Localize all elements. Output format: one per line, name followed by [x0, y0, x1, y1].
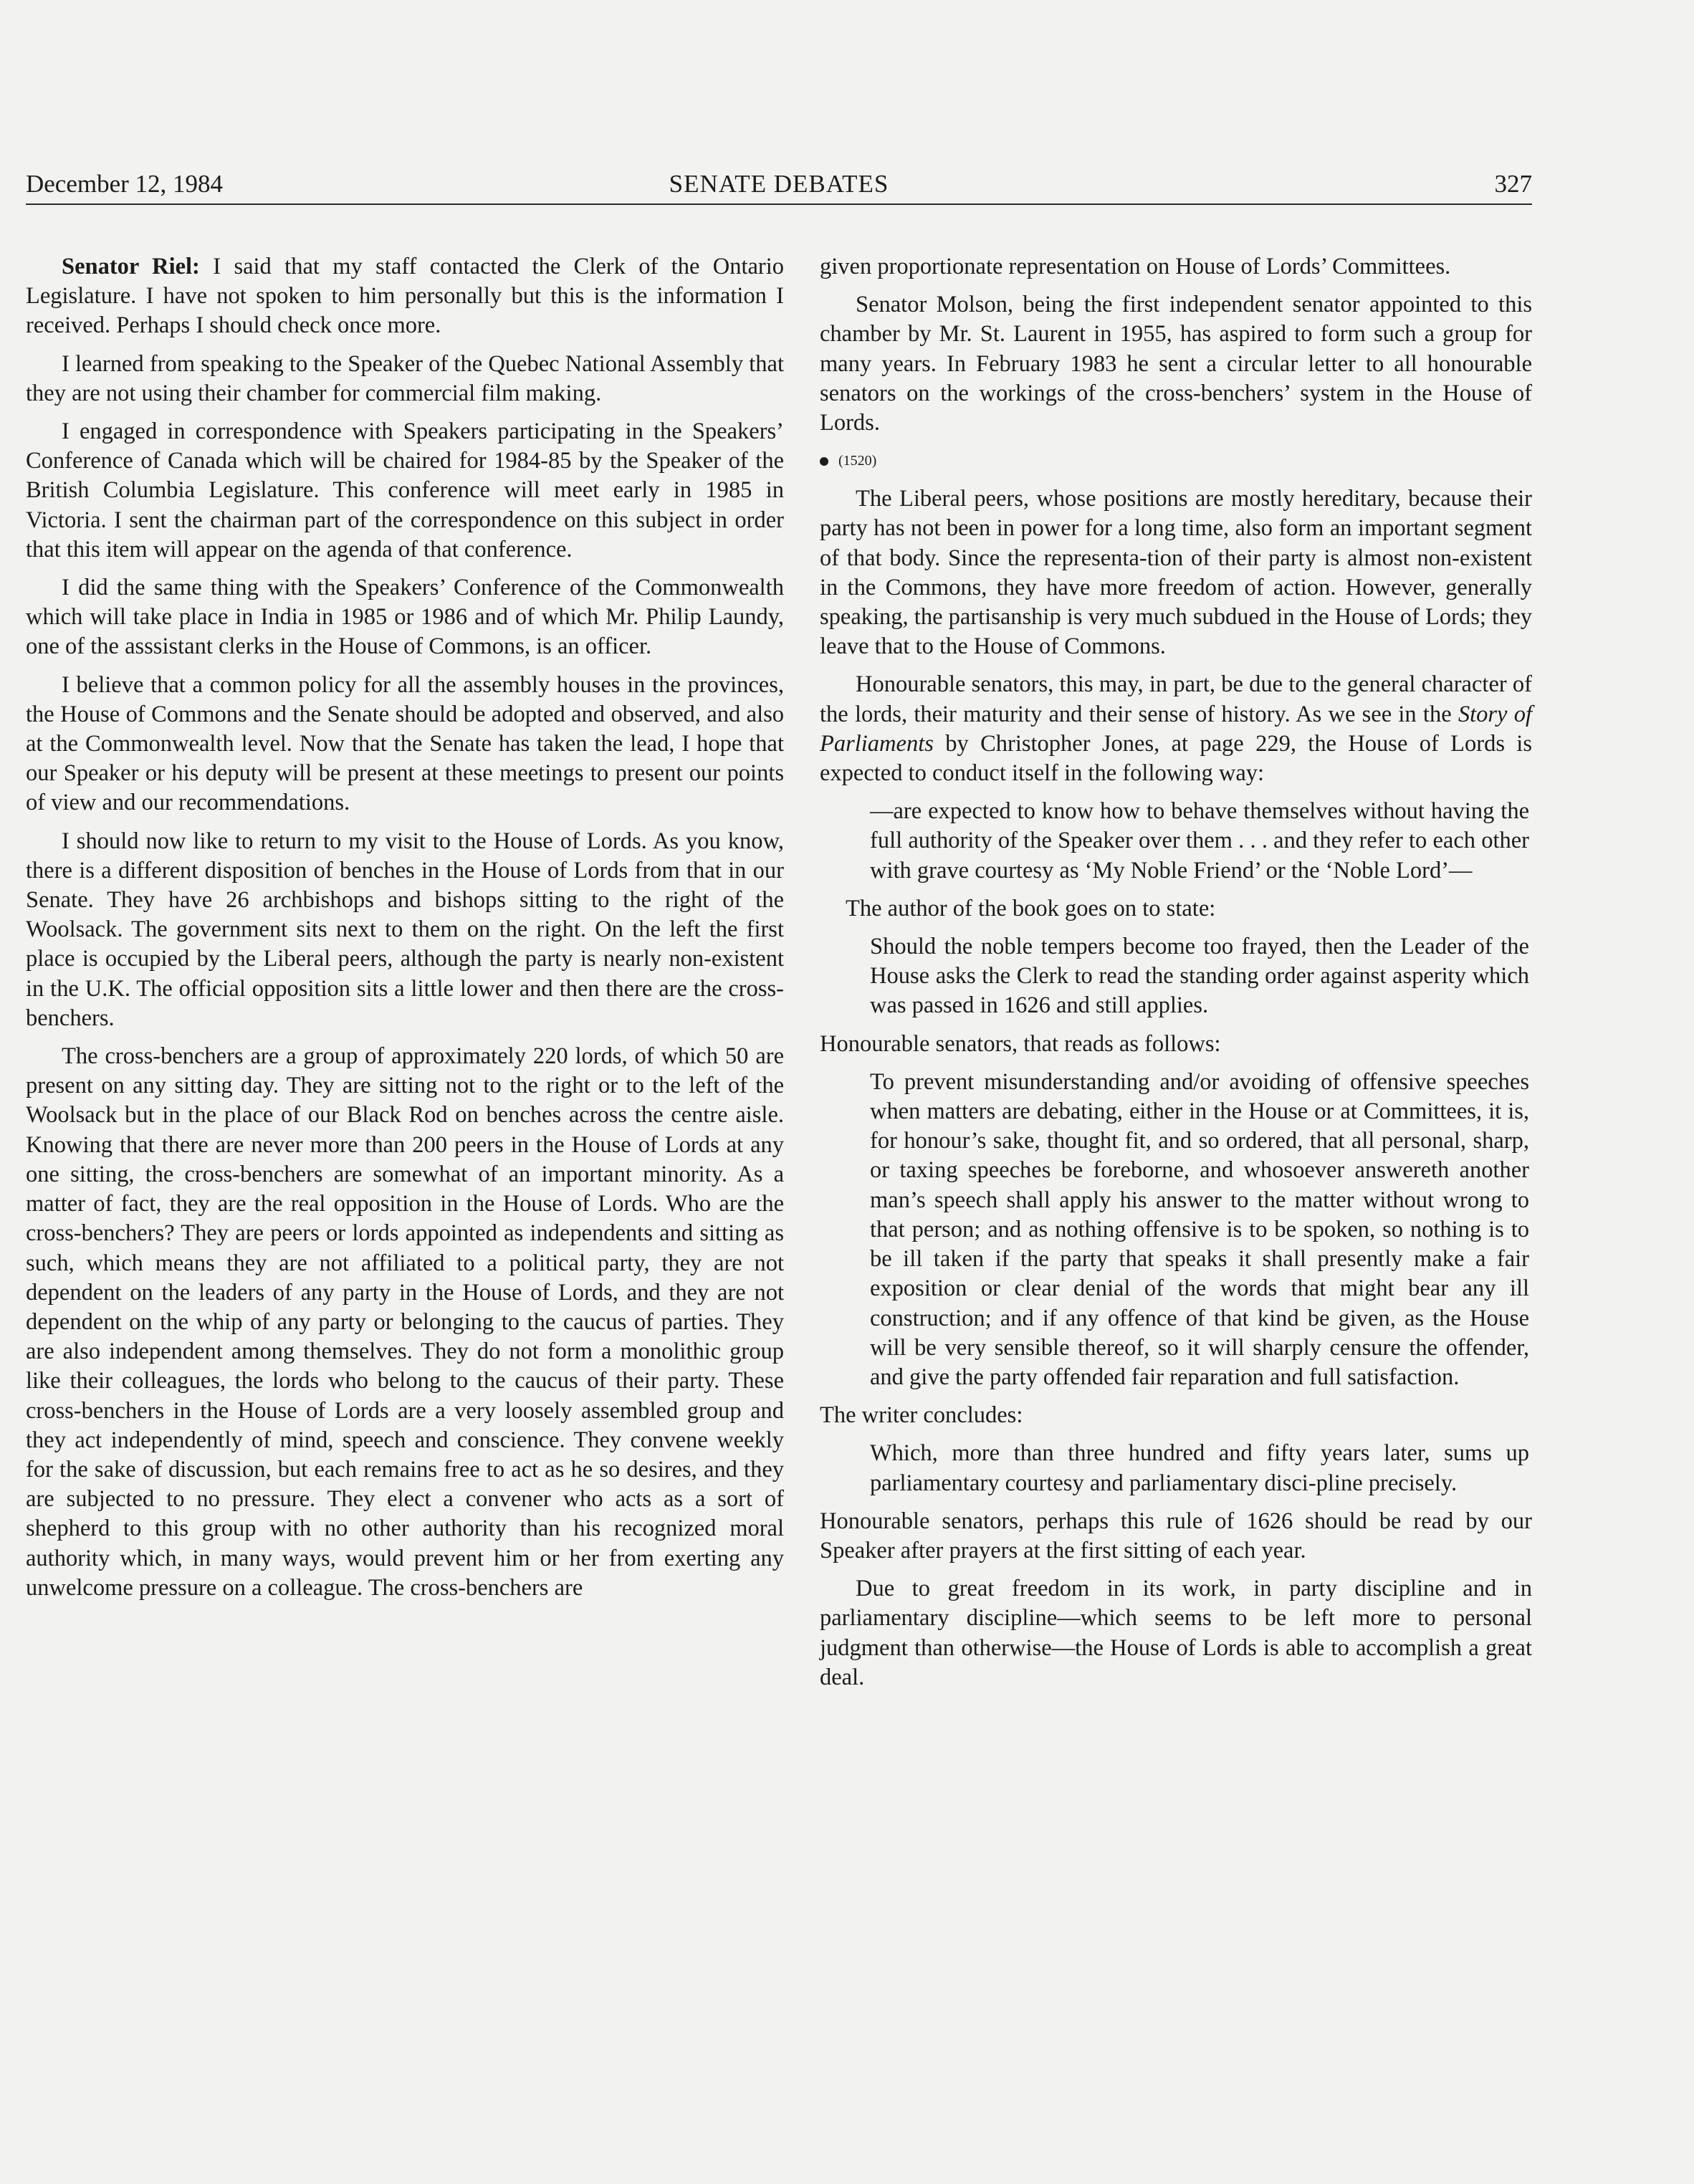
- speaker-name: Senator Riel:: [62, 254, 200, 279]
- paragraph-text: Honourable senators, this may, in part, be due to the general character of the lords, their maturity and their sense of history. As we see in the: [820, 671, 1532, 727]
- paragraph: [820, 670, 1532, 788]
- paragraph: Honourable senators, perhaps this rule of 1626 should be read by our Speaker after prayers at the first sitting of each year.: [820, 1508, 1532, 1563]
- paragraph: I did the same thing with the Speakers’ Conference of the Commonwealth which will take place in India in 1985 or 1986 and of which Mr. Philip Laundy, one of the asssistant clerks in the House of Commons, is an officer.: [26, 575, 784, 660]
- paragraph: I learned from speaking to the Speaker of the Quebec National Assembly that they are not using their chamber for commercial film making.: [26, 350, 784, 406]
- block-quote: To prevent misunderstanding and/or avoiding of offensive speeches when matters are debating, either in the House or at Committees, it is, for honour’s sake, thought fit, and so ordered, that all personal, sharp, or taxing speeches be foreborne, and whosoever answereth another man’s speech shall apply his answer to the matter without wrong to that person; and as nothing offensive is to be spoken, so nothing is to be ill taken if the party that speaks it shall presently make a fair exposition or clear denial of the words that might bear any ill construction; and if any offence of that kind be given, as the House will be very sensible thereof, so it will sharply censure the offender, and give the party offended fair reparation and full satisfaction.: [870, 1068, 1529, 1390]
- header-date: December 12, 1984: [26, 170, 224, 198]
- paragraph: I engaged in correspondence with Speakers participating in the Speakers’ Conference of Canada which will be chaired for 1984-85 by the Speaker of the British Columbia Legislature. This conference will meet early in 1985 in Victoria. I sent the chairman part of the correspondence on this subject in order that this item will appear on the agenda of that conference.: [26, 418, 784, 562]
- paragraph-text: by Christopher Jones, at page 229, the House of Lords is expected to conduct itself in the following way:: [820, 730, 1532, 787]
- paragraph: The writer concludes:: [820, 1402, 1023, 1429]
- right-column: [820, 252, 1532, 1701]
- paragraph: given proportionate representation on House of Lords’ Committees.: [820, 254, 1451, 279]
- block-quote: Should the noble tempers become too frayed, then the Leader of the House asks the Clerk to read the standing order against asperity which was passed in 1626 and still applies.: [870, 934, 1529, 1019]
- timestamp-marker: [820, 446, 1532, 476]
- timestamp: (1520): [838, 453, 877, 469]
- book-title: Story of Parliaments: [820, 701, 1533, 757]
- paragraph: Senator Molson, being the first independent senator appointed to this chamber by Mr. St. Laurent in 1955, has aspired to form such a group for many years. In February 1983 he sent a circular letter to all honourable senators on the workings of the cross-benchers’ system in the House of Lords.: [820, 292, 1532, 436]
- paragraph: Due to great freedom in its work, in party discipline and in parliamentary discipline—which seems to be left more to personal judgment than otherwise—the House of Lords is able to accomplish a great deal.: [820, 1576, 1532, 1690]
- bullet-icon: [820, 457, 828, 466]
- paragraph: I believe that a common policy for all the assembly houses in the provinces, the House of Commons and the Senate should be adopted and observed, and also at the Commonwealth level. Now that the Senate has taken the lead, I hope that our Speaker or his deputy will be present at these meetings to present our points of view and our recommendations.: [26, 671, 784, 816]
- paragraph: I should now like to return to my visit to the House of Lords. As you know, there is a different disposition of benches in the House of Lords from that in our Senate. They have 26 archbishops and bishops sitting to the right of the Woolsack. The government sits next to them on the right. On the left the first place is occupied by the Liberal peers, although the party is nearly non-existent in the U.K. The official opposition sits a little lower and then there are the cross-benchers.: [26, 828, 784, 1031]
- paragraph: Honourable senators, that reads as follows:: [820, 1030, 1221, 1057]
- paragraph: The author of the book goes on to state:: [846, 895, 1216, 921]
- paragraph: The Liberal peers, whose positions are mostly hereditary, because their party has not been in power for a long time, also form an important segment of that body. Since the representa-tion of their party is almost non-existent in the Commons, they have more freedom of action. However, generally speaking, the partisanship is very much subdued in the House of Lords; they leave that to the House of Commons.: [820, 486, 1532, 660]
- paragraph-text: I said that my staff contacted the Clerk of the Ontario Legislature. I have not spoken to him personally but this is the information I received. Perhaps I should check once more.: [26, 254, 785, 339]
- page-number: 327: [1494, 170, 1532, 198]
- block-quote: Which, more than three hundred and fifty years later, sums up parliamentary courtesy and parliamentary disci-pline precisely.: [870, 1440, 1529, 1496]
- running-header: [26, 165, 1532, 205]
- paragraph: The cross-benchers are a group of approximately 220 lords, of which 50 are present on any sitting day. They are sitting not to the right or to the left of the Woolsack but in the place of our Black Rod on benches across the centre aisle. Knowing that there are never more than 200 peers in the House of Lords at any one sitting, the cross-benchers are somewhat of an important minority. As a matter of fact, they are the real opposition in the House of Lords. Who are the cross-benchers? They are peers or lords appointed as independents and sitting as such, which means they are not affiliated to a political party, they are not dependent on the leaders of any party in the House of Lords, and they are not dependent on the whip of any party or belonging to the caucus of parties. They are also independent among themselves. They do not form a monolithic group like their colleagues, the lords who belong to the caucus of their party. These cross-benchers in the House of Lords are a very loosely assembled group and they act independently of mind, speech and conscience. They convene weekly for the sake of discussion, but each remains free to act as he so desires, and they are subjected to no pressure. They elect a convener who acts as a sort of shepherd to this group with no other authority than his recognized moral authority which, in many ways, would prevent him or her from exerting any unwelcome pressure on a colleague. The cross-benchers are: [26, 1043, 784, 1601]
- block-quote: —are expected to know how to behave themselves without having the full authority of the Speaker over them . . . and they refer to each other with grave courtesy as ‘My Noble Friend’ or the ‘Noble Lord’—: [870, 798, 1529, 883]
- left-column: [26, 252, 784, 1611]
- paragraph: [26, 252, 784, 341]
- header-title: SENATE DEBATES: [669, 170, 889, 198]
